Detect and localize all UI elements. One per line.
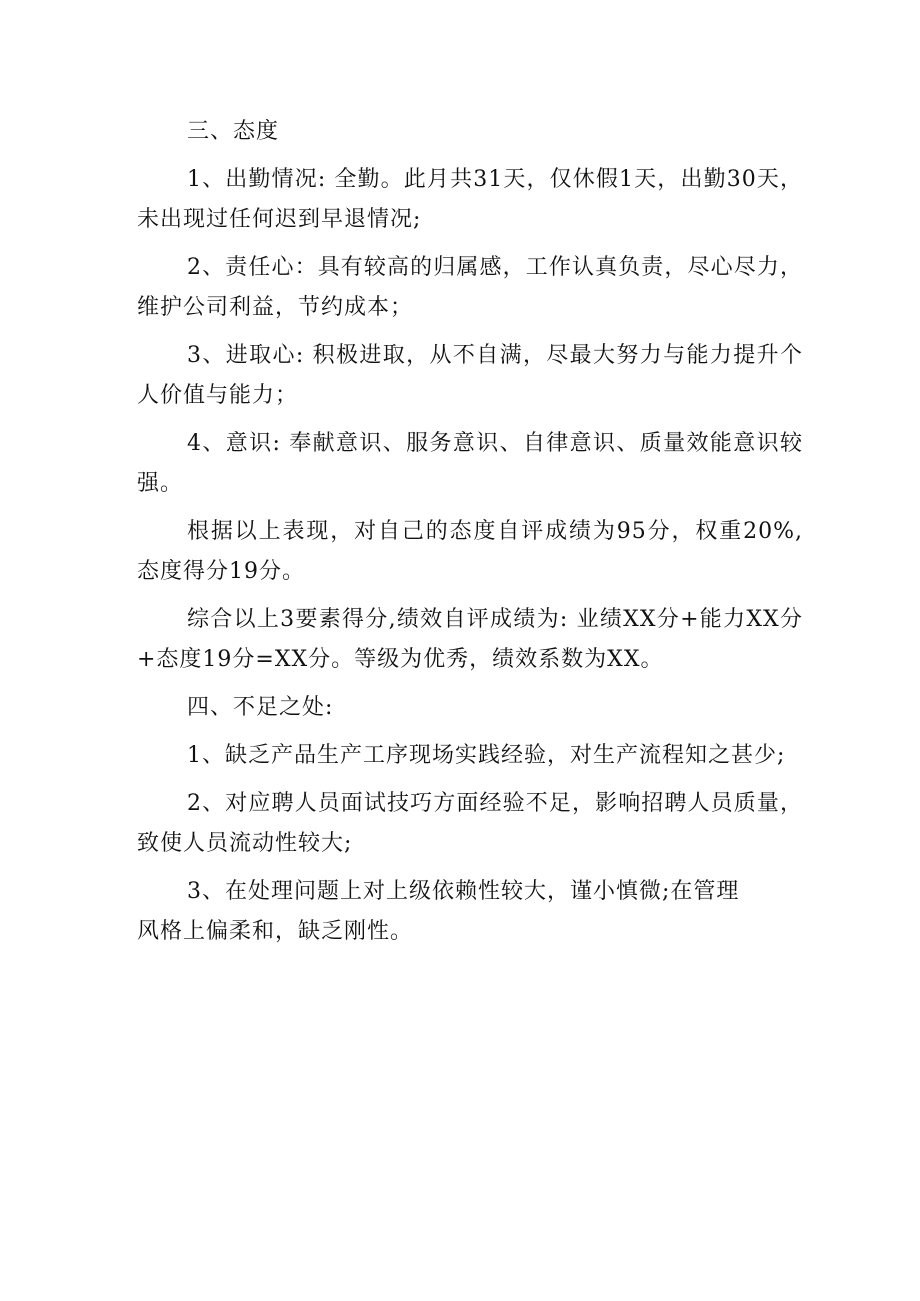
paragraph-overall-score: 综合以上3要素得分,绩效自评成绩为: 业绩XX分+能力XX分+态度19分=XX分。等级为优秀，绩效系数为XX。 <box>137 607 803 672</box>
paragraph-attitude-score: 根据以上表现，对自己的态度自评成绩为95分，权重20%,态度得分19分。 <box>137 519 803 584</box>
paragraph-awareness: 4、意识: 奉献意识、服务意识、自律意识、质量效能意识较强。 <box>137 431 803 496</box>
paragraph-attendance: 1、出勤情况: 全勤。此月共31天，仅休假1天，出勤30天，未出现过任何迟到早退情况; <box>137 167 803 232</box>
paragraph-responsibility: 2、责任心：具有较高的归属感，工作认真负责，尽心尽力，维护公司利益，节约成本； <box>137 255 803 320</box>
paragraph-shortcoming-3-line-2: 风格上偏柔和，缺乏刚性。 <box>137 919 414 944</box>
section-heading-shortcomings: 四、不足之处: <box>187 695 334 720</box>
paragraph-shortcoming-3-line-1: 3、在处理问题上对上级依赖性较大，谨小慎微;在管理 <box>187 879 740 904</box>
paragraph-shortcoming-2: 2、对应聘人员面试技巧方面经验不足，影响招聘人员质量，致使人员流动性较大; <box>137 791 803 856</box>
paragraph-ambition: 3、进取心: 积极进取，从不自满，尽最大努力与能力提升个人价值与能力； <box>137 343 803 408</box>
paragraph-shortcoming-3 <box>137 872 803 952</box>
section-heading-attitude: 三、态度 <box>187 119 280 144</box>
paragraph-shortcoming-1: 1、缺乏产品生产工序现场实践经验，对生产流程知之甚少; <box>187 743 786 768</box>
document-body <box>137 112 803 952</box>
